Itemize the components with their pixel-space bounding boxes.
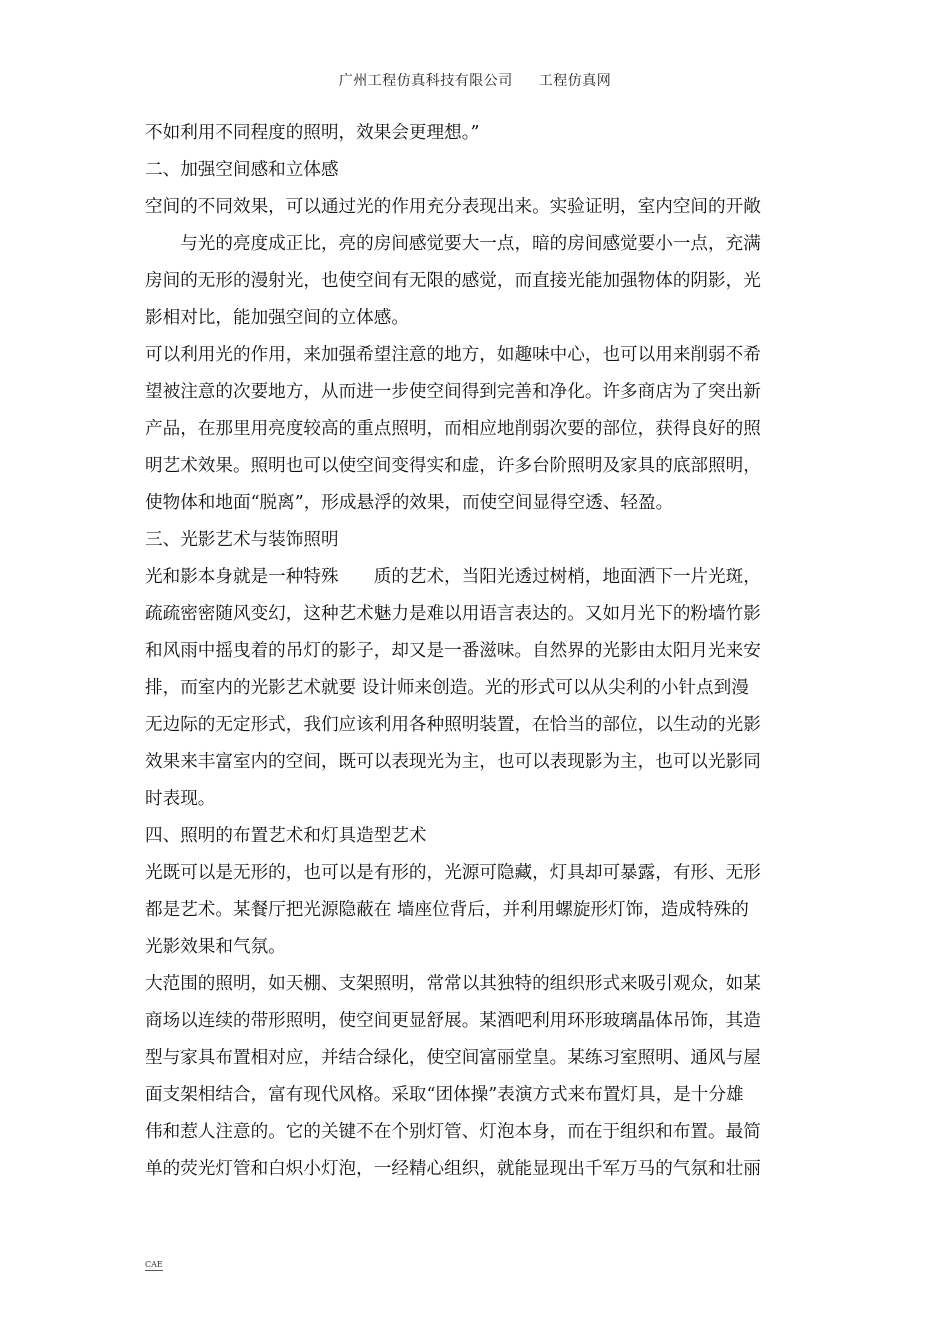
text-line: 疏疏密密随风变幻，这种艺术魅力是难以用语言表达的。又如月光下的粉墙竹影 <box>145 604 761 624</box>
section-heading: 三、光影艺术与装饰照明 <box>145 530 339 550</box>
text-line: 光和影本身就是一种特殊 质的艺术，当阳光透过树梢，地面洒下一片光斑， <box>145 567 761 587</box>
text-line: 望被注意的次要地方，从而进一步使空间得到完善和净化。许多商店为了突出新 <box>145 382 761 402</box>
text-line: 大范围的照明，如天棚、支架照明，常常以其独特的组织形式来吸引观众，如某 <box>145 974 761 994</box>
section-heading: 四、照明的布置艺术和灯具造型艺术 <box>145 826 427 846</box>
text-line: 无边际的无定形式，我们应该利用各种照明装置，在恰当的部位，以生动的光影 <box>145 715 761 735</box>
text-line: 伟和惹人注意的。它的关键不在个别灯管、灯泡本身，而在于组织和布置。最简 <box>145 1122 761 1142</box>
document-body <box>145 115 810 1188</box>
page-header <box>0 70 950 90</box>
text-line: 单的荧光灯管和白炽小灯泡，一经精心组织，就能显现出千军万马的气氛和壮丽 <box>145 1159 761 1179</box>
text-line: 都是艺术。某餐厅把光源隐蔽在 墙座位背后，并利用螺旋形灯饰，造成特殊的 <box>145 900 749 920</box>
text-line: 时表现。 <box>145 789 216 809</box>
text-line: 型与家具布置相对应，并结合绿化，使空间富丽堂皇。某练习室照明、通风与屋 <box>145 1048 761 1068</box>
text-line: 影相对比，能加强空间的立体感。 <box>145 308 409 328</box>
text-line: 面支架相结合，富有现代风格。采取“团体操”表演方式来布置灯具，是十分雄 <box>145 1085 744 1105</box>
text-line: 产品，在那里用亮度较高的重点照明，而相应地削弱次要的部位，获得良好的照 <box>145 419 761 439</box>
text-line: 可以利用光的作用，来加强希望注意的地方，如趣味中心，也可以用来削弱不希 <box>145 345 761 365</box>
text-line: 与光的亮度成正比，亮的房间感觉要大一点，暗的房间感觉要小一点，充满 <box>145 234 761 254</box>
text-line: 效果来丰富室内的空间，既可以表现光为主，也可以表现影为主，也可以光影同 <box>145 752 761 772</box>
header-site: 工程仿真网 <box>538 73 612 89</box>
text-line: 和风雨中摇曳着的吊灯的影子，却又是一番滋味。自然界的光影由太阳月光来安 <box>145 641 761 661</box>
text-line: 使物体和地面“脱离”，形成悬浮的效果，而使空间显得空透、轻盈。 <box>145 493 674 513</box>
text-line: 排，而室内的光影艺术就要 设计师来创造。光的形式可以从尖利的小针点到漫 <box>145 678 749 698</box>
text-line: 商场以连续的带形照明，使空间更显舒展。某酒吧利用环形玻璃晶体吊饰，其造 <box>145 1011 761 1031</box>
text-line: 房间的无形的漫射光，也使空间有无限的感觉，而直接光能加强物体的阴影，光 <box>145 271 761 291</box>
header-company: 广州工程仿真科技有限公司 <box>338 73 513 89</box>
text-line: 光影效果和气氛。 <box>145 937 286 957</box>
text-line: 光既可以是无形的，也可以是有形的，光源可隐藏，灯具却可暴露，有形、无形 <box>145 863 761 883</box>
text-line: 空间的不同效果，可以通过光的作用充分表现出来。实验证明，室内空间的开敞 <box>145 197 761 217</box>
text-line: 不如利用不同程度的照明，效果会更理想。” <box>145 123 480 143</box>
footer-mark: CAE <box>145 1260 163 1269</box>
section-heading: 二、加强空间感和立体感 <box>145 160 339 180</box>
text-line: 明艺术效果。照明也可以使空间变得实和虚，许多台阶照明及家具的底部照明， <box>145 456 761 476</box>
